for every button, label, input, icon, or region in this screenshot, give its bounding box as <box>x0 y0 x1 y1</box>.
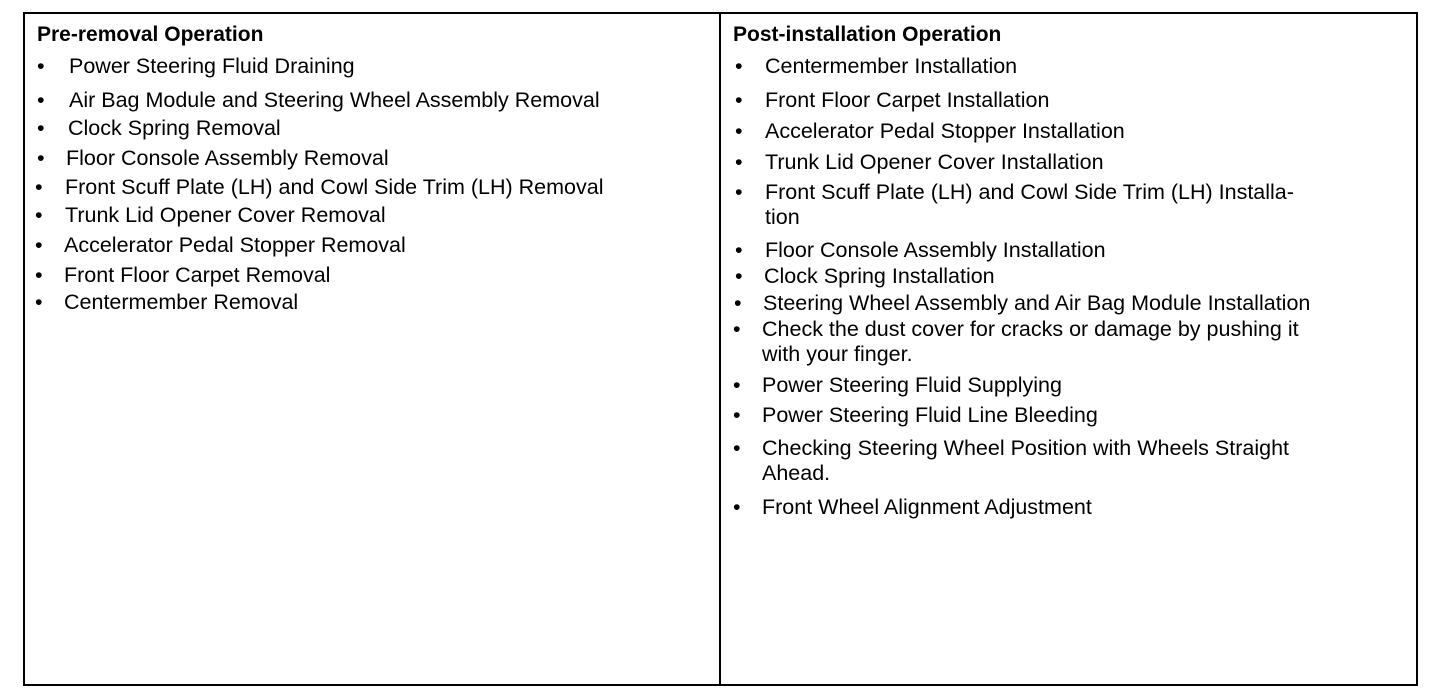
pre-removal-item-text: Air Bag Module and Steering Wheel Assembly Removal <box>69 88 600 112</box>
pre-removal-item <box>35 290 298 315</box>
bullet-icon: • <box>734 291 742 315</box>
bullet-icon: • <box>735 264 743 288</box>
pre-removal-item <box>35 203 386 228</box>
post-installation-item <box>733 373 1062 398</box>
post-installation-item-text: Check the dust cover for cracks or damage by pushing it with your finger. <box>762 317 1299 366</box>
post-installation-item-text: Front Floor Carpet Installation <box>765 88 1050 112</box>
bullet-icon: • <box>735 180 743 204</box>
post-installation-item-text: Power Steering Fluid Line Bleeding <box>762 403 1098 427</box>
pre-removal-item-text: Centermember Removal <box>64 290 299 314</box>
post-installation-column <box>721 14 1416 684</box>
post-installation-item <box>735 238 1106 263</box>
post-installation-item <box>735 264 995 289</box>
bullet-icon: • <box>733 436 741 460</box>
bullet-icon: • <box>37 54 45 78</box>
pre-removal-item-text: Power Steering Fluid Draining <box>69 54 355 78</box>
post-installation-item-text: Accelerator Pedal Stopper Installation <box>765 119 1125 143</box>
post-installation-item-text: Checking Steering Wheel Position with Wheels Straight Ahead. <box>762 436 1290 485</box>
bullet-icon: • <box>35 233 43 257</box>
post-installation-item-text: Power Steering Fluid Supplying <box>762 373 1062 397</box>
bullet-icon: • <box>735 238 743 262</box>
post-installation-item <box>735 54 1017 79</box>
pre-removal-item-text: Front Scuff Plate (LH) and Cowl Side Trim (LH) Removal <box>65 175 604 199</box>
pre-removal-item-text: Clock Spring Removal <box>68 116 281 140</box>
pre-removal-item <box>35 175 603 200</box>
bullet-icon: • <box>735 88 743 112</box>
post-installation-item-text: Floor Console Assembly Installation <box>765 238 1106 262</box>
pre-removal-item <box>37 146 389 171</box>
bullet-icon: • <box>37 146 45 170</box>
post-installation-item <box>735 180 1294 230</box>
bullet-icon: • <box>37 116 45 140</box>
bullet-icon: • <box>37 88 45 112</box>
post-installation-item-text: Steering Wheel Assembly and Air Bag Module Installation <box>763 291 1311 315</box>
bullet-icon: • <box>35 175 43 199</box>
pre-removal-column <box>25 14 721 684</box>
pre-removal-heading: Pre-removal Operation <box>37 23 264 46</box>
bullet-icon: • <box>733 403 741 427</box>
pre-removal-item-text: Trunk Lid Opener Cover Removal <box>65 203 386 227</box>
post-installation-item-text: Clock Spring Installation <box>764 264 995 288</box>
post-installation-item <box>735 150 1104 175</box>
pre-removal-item <box>37 54 355 79</box>
bullet-icon: • <box>35 290 43 314</box>
bullet-icon: • <box>35 203 43 227</box>
post-installation-item <box>735 119 1125 144</box>
bullet-icon: • <box>733 373 741 397</box>
post-installation-heading: Post-installation Operation <box>733 23 1002 46</box>
bullet-icon: • <box>733 317 741 341</box>
operations-table <box>23 12 1418 686</box>
pre-removal-item-text: Front Floor Carpet Removal <box>64 263 331 287</box>
post-installation-item-text: Front Wheel Alignment Adjustment <box>762 495 1092 519</box>
post-installation-item <box>733 436 1289 486</box>
post-installation-item-text: Trunk Lid Opener Cover Installation <box>765 150 1104 174</box>
pre-removal-item <box>37 116 281 141</box>
post-installation-item <box>733 495 1092 520</box>
pre-removal-item <box>37 88 600 113</box>
bullet-icon: • <box>733 495 741 519</box>
bullet-icon: • <box>735 119 743 143</box>
bullet-icon: • <box>35 263 43 287</box>
pre-removal-item <box>35 263 330 288</box>
post-installation-item <box>733 317 1299 367</box>
post-installation-item <box>735 88 1049 113</box>
pre-removal-item-text: Accelerator Pedal Stopper Removal <box>64 233 406 257</box>
post-installation-item <box>734 291 1310 316</box>
bullet-icon: • <box>735 54 743 78</box>
post-installation-item-text: Centermember Installation <box>765 54 1018 78</box>
bullet-icon: • <box>735 150 743 174</box>
post-installation-item <box>733 403 1098 428</box>
pre-removal-item <box>35 233 406 258</box>
post-installation-item-text: Front Scuff Plate (LH) and Cowl Side Trim (LH) Installa- tion <box>765 180 1294 229</box>
pre-removal-item-text: Floor Console Assembly Removal <box>66 146 389 170</box>
